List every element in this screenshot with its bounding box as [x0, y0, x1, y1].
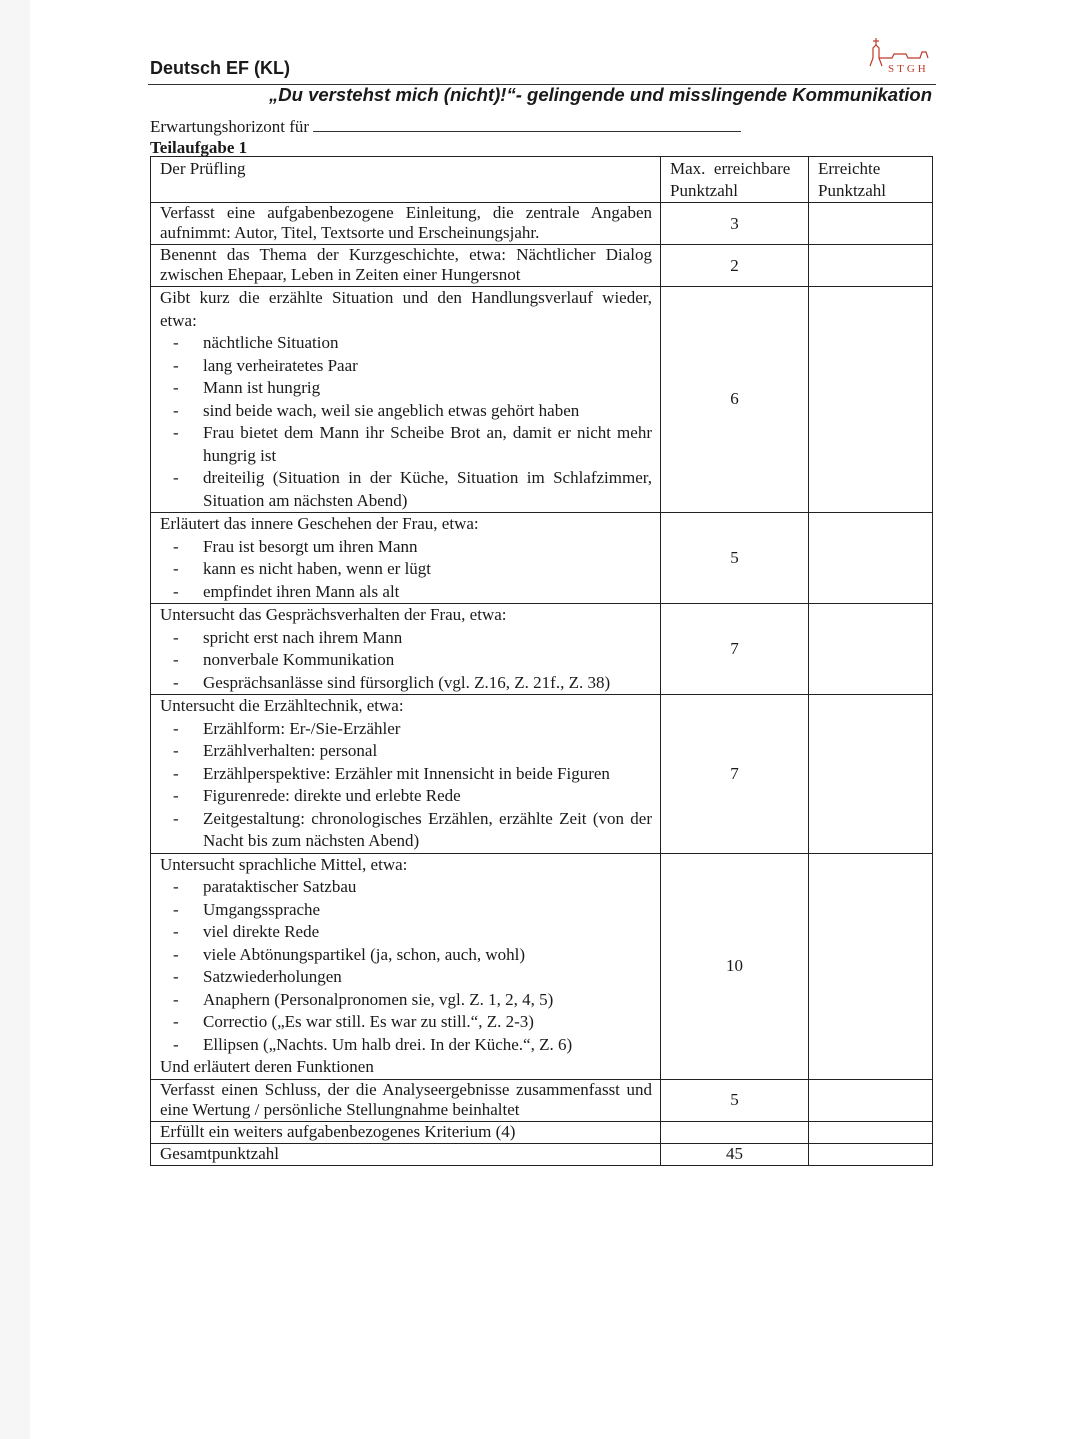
criterion-text: Untersucht sprachliche Mittel, etwa:: [160, 854, 408, 874]
criterion-text: Benennt das Thema der Kurzgeschichte, etwa: Nächtlicher Dialog zwischen Ehepaar, Leben in Zeiten einer Hungersnot: [160, 245, 652, 284]
table-row: [151, 604, 933, 695]
criteria-header: Der Prüfling: [160, 159, 246, 178]
criterion-block: [151, 604, 660, 694]
total-achieved-cell[interactable]: [809, 1143, 933, 1165]
expectation-horizon-label: Erwartungshorizont für: [150, 117, 310, 136]
table-header-row: [151, 157, 933, 203]
max-points: 7: [661, 604, 809, 695]
list-item: - Umgangssprache: [160, 899, 652, 922]
achieved-points-cell[interactable]: [809, 287, 933, 513]
criterion-text: Verfasst einen Schluss, der die Analyseergebnisse zusammenfasst und eine Wertung / persönliche Stellungnahme beinhaltet: [160, 1079, 652, 1119]
list-item: - sind beide wach, weil sie angeblich etwas gehört haben: [160, 400, 652, 423]
page-header: [148, 54, 936, 85]
name-blank-line[interactable]: [313, 117, 741, 132]
max-points: 5: [661, 513, 809, 604]
criterion-text: Untersucht die Erzähltechnik, etwa:: [160, 696, 404, 715]
table-row: [151, 245, 933, 287]
total-label: Gesamtpunktzahl: [160, 1143, 279, 1163]
criterion-text: Verfasst eine aufgabenbezogene Einleitung, die zentrale Angaben aufnimmt: Autor, Titel, Textsorte und Erscheinungsjahr.: [160, 203, 652, 242]
max-points: 6: [661, 287, 809, 513]
list-item: - Ellipsen („Nachts. Um halb drei. In der Küche.“, Z. 6): [160, 1034, 652, 1057]
max-points: 7: [661, 695, 809, 854]
table-row: [151, 1079, 933, 1121]
achieved-points-cell[interactable]: [809, 1121, 933, 1143]
grading-table: [150, 156, 933, 1166]
school-logo: [868, 32, 934, 80]
criterion-block: [151, 695, 660, 853]
table-row: [151, 1121, 933, 1143]
list-item: - viel direkte Rede: [160, 921, 652, 944]
table-row: [151, 287, 933, 513]
achieved-points-cell[interactable]: [809, 604, 933, 695]
list-item: - Erzählverhalten: personal: [160, 740, 652, 763]
task-heading: Teilaufgabe 1: [150, 138, 248, 157]
total-max-points: 45: [661, 1143, 809, 1165]
list-item: - dreiteilig (Situation in der Küche, Situation im Schlafzimmer, Situation am nächsten Abend): [160, 467, 652, 512]
course-title: Deutsch EF (KL): [150, 58, 291, 78]
list-item: - nächtliche Situation: [160, 332, 652, 355]
criterion-text: Erfüllt ein weiters aufgabenbezogenes Kriterium (4): [160, 1121, 516, 1141]
achieved-points-header: Erreichte Punktzahl: [818, 159, 886, 200]
achieved-points-cell[interactable]: [809, 245, 933, 287]
list-item: - lang verheiratetes Paar: [160, 355, 652, 378]
criterion-block: [151, 513, 660, 603]
table-row: [151, 203, 933, 245]
achieved-points-cell[interactable]: [809, 695, 933, 854]
criterion-footer: Und erläutert deren Funktionen: [160, 1057, 374, 1076]
achieved-points-cell[interactable]: [809, 853, 933, 1079]
list-item: - Frau bietet dem Mann ihr Scheibe Brot an, damit er nicht mehr hungrig ist: [160, 422, 652, 467]
criterion-list: [160, 627, 652, 695]
church-logo-icon: [868, 32, 934, 80]
list-item: - nonverbale Kommunikation: [160, 649, 652, 672]
logo-lettering: STGH: [888, 63, 929, 75]
list-item: - Gesprächsanlässe sind fürsorglich (vgl. Z.16, Z. 21f., Z. 38): [160, 672, 652, 695]
table-row: [151, 695, 933, 854]
list-item: - Mann ist hungrig: [160, 377, 652, 400]
list-item: - Anaphern (Personalpronomen sie, vgl. Z. 1, 2, 4, 5): [160, 989, 652, 1012]
list-item: - Erzählform: Er-/Sie-Erzähler: [160, 718, 652, 741]
list-item: - Satzwiederholungen: [160, 966, 652, 989]
achieved-points-cell[interactable]: [809, 1079, 933, 1121]
total-row: [151, 1143, 933, 1165]
achieved-points-cell[interactable]: [809, 203, 933, 245]
criterion-block: [151, 287, 660, 512]
criterion-list: [160, 536, 652, 604]
criterion-block: [151, 854, 660, 1079]
page-subtitle: „Du verstehst mich (nicht)!“- gelingende und misslingende Kommunikation: [269, 84, 932, 105]
list-item: - Figurenrede: direkte und erlebte Rede: [160, 785, 652, 808]
max-points-header: Max. erreichbare Punktzahl: [670, 159, 791, 200]
criterion-text: Gibt kurz die erzählte Situation und den Handlungsverlauf wieder, etwa:: [160, 288, 652, 330]
max-points: [661, 1121, 809, 1143]
list-item: - Frau ist besorgt um ihren Mann: [160, 536, 652, 559]
list-item: - kann es nicht haben, wenn er lügt: [160, 558, 652, 581]
criterion-text: Untersucht das Gesprächsverhalten der Frau, etwa:: [160, 605, 507, 624]
max-points: 5: [661, 1079, 809, 1121]
table-row: [151, 513, 933, 604]
criterion-list: [160, 718, 652, 853]
max-points: 10: [661, 853, 809, 1079]
list-item: - Correctio („Es war still. Es war zu still.“, Z. 2-3): [160, 1011, 652, 1034]
list-item: - spricht erst nach ihrem Mann: [160, 627, 652, 650]
criterion-text: Erläutert das innere Geschehen der Frau, etwa:: [160, 514, 479, 533]
criterion-list: [160, 876, 652, 1056]
list-item: - viele Abtönungspartikel (ja, schon, auch, wohl): [160, 944, 652, 967]
max-points: 3: [661, 203, 809, 245]
achieved-points-cell[interactable]: [809, 513, 933, 604]
criterion-list: [160, 332, 652, 512]
expectation-horizon-field: [150, 117, 741, 137]
list-item: - Zeitgestaltung: chronologisches Erzählen, erzählte Zeit (von der Nacht bis zum nächsten Abend): [160, 808, 652, 853]
list-item: - Erzählperspektive: Erzähler mit Innensicht in beide Figuren: [160, 763, 652, 786]
table-row: [151, 853, 933, 1079]
list-item: - empfindet ihren Mann als alt: [160, 581, 652, 604]
list-item: - parataktischer Satzbau: [160, 876, 652, 899]
max-points: 2: [661, 245, 809, 287]
